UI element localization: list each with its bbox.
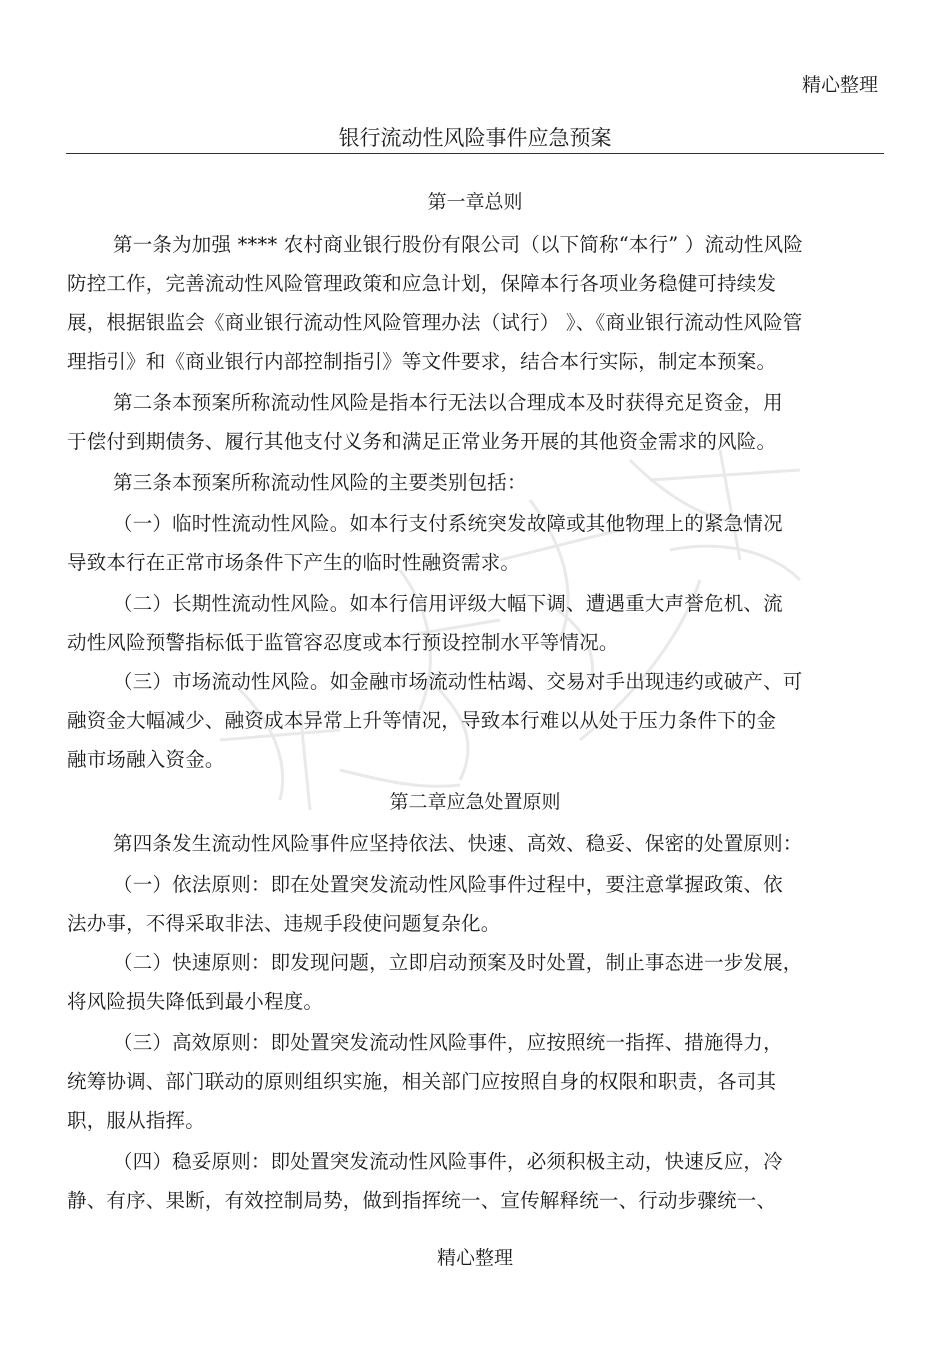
chapter2-line: （二）快速原则：即发现问题，立即启动预案及时处置，制止事态进一步发展， bbox=[113, 951, 803, 974]
chapter1-line: （三）市场流动性风险。如金融市场流动性枯竭、交易对手出现违约或破产、可 bbox=[113, 670, 803, 693]
chapter2-line: （一）依法原则：即在处置突发流动性风险事件过程中，要注意掌握政策、依 bbox=[113, 873, 783, 896]
chapter1-line: （二）长期性流动性风险。如本行信用评级大幅下调、遭遇重大声誉危机、流 bbox=[113, 592, 783, 615]
chapter1-line: 防控工作，完善流动性风险管理政策和应急计划，保障本行各项业务稳健可持续发 bbox=[67, 272, 777, 295]
chapter1-line: （一）临时性流动性风险。如本行支付系统突发故障或其他物理上的紧急情况 bbox=[113, 512, 783, 535]
chapter2-line: 统筹协调、部门联动的原则组织实施，相关部门应按照自身的权限和职责，各司其 bbox=[67, 1070, 777, 1093]
chapter1-line: 动性风险预警指标低于监管容忍度或本行预设控制水平等情况。 bbox=[67, 631, 619, 654]
chapter1-heading: 第一章总则 bbox=[427, 191, 523, 213]
document-title: 银行流动性风险事件应急预案 bbox=[338, 126, 612, 150]
chapter1-line: 于偿付到期债务、履行其他支付义务和满足正常业务开展的其他资金需求的风险。 bbox=[67, 430, 777, 453]
chapter2-line: 将风险损失降低到最小程度。 bbox=[67, 990, 324, 1013]
chapter2-line: 静、有序、果断，有效控制局势，做到指挥统一、宣传解释统一、行动步骤统一、 bbox=[67, 1189, 777, 1212]
chapter2-line: 法办事，不得采取非法、违规手段使问题复杂化。 bbox=[67, 912, 501, 935]
header-label: 精心整理 bbox=[801, 74, 878, 96]
chapter1-line: 理指引》和《商业银行内部控制指引》等文件要求，结合本行实际，制定本预案。 bbox=[67, 350, 777, 373]
chapter1-line: 第一条为加强 **** 农村商业银行股份有限公司（以下简称“本行” ）流动性风险 bbox=[113, 233, 804, 256]
chapter2-line: （三）高效原则：即处置突发流动性风险事件，应按照统一指挥、措施得力， bbox=[113, 1031, 783, 1054]
chapter2-line: 第四条发生流动性风险事件应坚持依法、快速、高效、稳妥、保密的处置原则： bbox=[113, 832, 803, 855]
chapter1-line: 展，根据银监会《商业银行流动性风险管理办法（试行） 》、《商业银行流动性风险管 bbox=[67, 311, 803, 334]
chapter1-line: 第二条本预案所称流动性风险是指本行无法以合理成本及时获得充足资金，用 bbox=[113, 391, 783, 414]
chapter1-line: 第三条本预案所称流动性风险的主要类别包括： bbox=[113, 471, 527, 494]
chapter1-line: 融资金大幅减少、融资成本异常上升等情况，导致本行难以从处于压力条件下的金 bbox=[67, 709, 777, 732]
title-rule bbox=[66, 153, 884, 154]
chapter2-line: （四）稳妥原则：即处置突发流动性风险事件，必须积极主动，快速反应，冷 bbox=[113, 1150, 783, 1173]
footer-label: 精心整理 bbox=[436, 1247, 513, 1269]
chapter1-line: 融市场融入资金。 bbox=[67, 748, 225, 771]
chapter1-line: 导致本行在正常市场条件下产生的临时性融资需求。 bbox=[67, 551, 521, 574]
chapter2-line: 职，服从指挥。 bbox=[67, 1109, 205, 1132]
chapter2-heading: 第二章应急处置原则 bbox=[389, 791, 561, 813]
